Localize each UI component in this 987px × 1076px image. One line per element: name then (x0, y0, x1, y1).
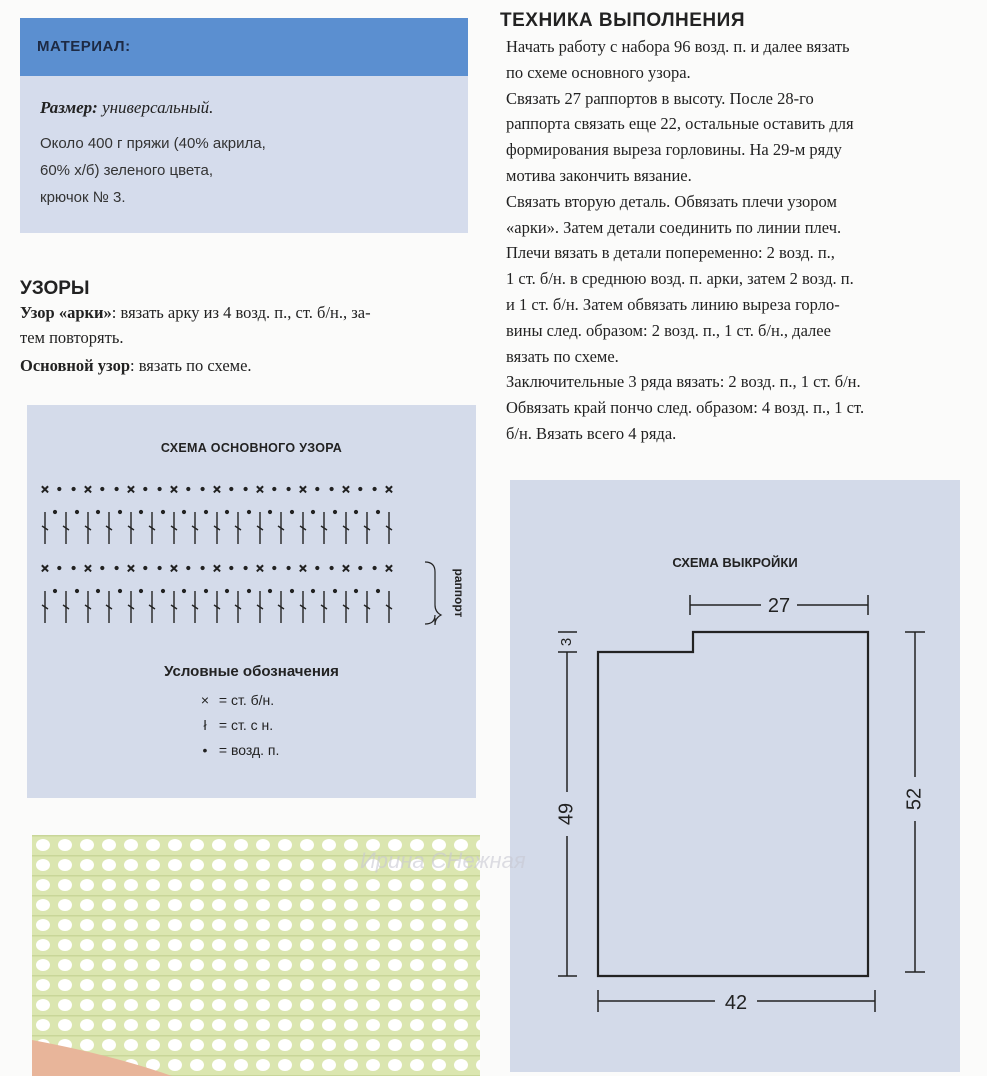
chain-mark (115, 566, 118, 569)
single-crochet-mark: × (169, 560, 179, 576)
single-crochet-mark: × (298, 481, 308, 497)
chain-mark (75, 589, 78, 592)
pattern-title: СХЕМА ВЫКРОЙКИ (672, 555, 798, 570)
chain-mark (330, 566, 333, 569)
material-header (20, 18, 468, 76)
single-crochet-mark: × (40, 560, 50, 576)
chain-mark (247, 589, 250, 592)
chain-mark (225, 589, 228, 592)
technique-line: Начать работу с набора 96 возд. п. и далее вязать (506, 37, 850, 56)
chain-mark (268, 510, 271, 513)
technique-line: мотива закончить вязание. (506, 166, 692, 185)
chain-mark (330, 487, 333, 490)
technique-line: Плечи вязать в детали попеременно: 2 возд. п., (506, 243, 835, 263)
single-crochet-mark: × (126, 481, 136, 497)
chain-mark (187, 487, 190, 490)
chain-mark (354, 510, 357, 513)
chain-mark (58, 487, 61, 490)
main-text: : вязать по схеме. (130, 356, 252, 375)
single-crochet-mark: × (298, 560, 308, 576)
size-line (40, 98, 213, 118)
material-line: Около 400 г пряжи (40% акрила, (40, 135, 266, 152)
chain-mark (316, 487, 319, 490)
technique-line: «арки». Затем детали соединить по линии плеч. (506, 217, 842, 237)
technique-line: Связать 27 раппортов в высоту. После 28-го (506, 88, 814, 108)
chain-mark (53, 589, 56, 592)
chain-mark (201, 566, 204, 569)
garment-outline (598, 632, 868, 976)
chain-mark (144, 566, 147, 569)
single-crochet-mark: × (255, 481, 265, 497)
chain-mark (96, 510, 99, 513)
pattern-drawing (510, 480, 960, 1072)
single-crochet-mark: × (341, 560, 351, 576)
chain-mark (359, 487, 362, 490)
main-label: Основной узор (20, 356, 131, 375)
chain-mark (161, 510, 164, 513)
single-crochet-mark: × (83, 481, 93, 497)
chain-mark (53, 510, 56, 513)
legend-ch: • = возд. п. (195, 742, 279, 758)
dim-right: 52 (903, 787, 926, 811)
material-heading: МАТЕРИАЛ: (37, 38, 131, 55)
chain-mark (333, 510, 336, 513)
dim-left: 49 (555, 802, 578, 826)
single-crochet-mark: × (126, 560, 136, 576)
chain-mark (101, 566, 104, 569)
single-crochet-mark: × (255, 560, 265, 576)
dim-top: 27 (767, 595, 791, 617)
technique-line: и 1 ст. б/н. Затем обвязать линию выреза горло- (506, 295, 840, 314)
watermark: Ирина СНежная (360, 848, 526, 873)
technique-line: вины след. образом: 2 возд. п., 1 ст. б/н., далее (506, 320, 831, 340)
chain-mark (139, 510, 142, 513)
technique-line: раппорта связать еще 22, остальные оставить для (506, 114, 854, 134)
chain-mark (101, 487, 104, 490)
chain-mark (316, 566, 319, 569)
scheme-title: СХЕМА ОСНОВНОГО УЗОРА (160, 441, 343, 455)
single-crochet-mark: × (83, 560, 93, 576)
chain-mark (230, 566, 233, 569)
chain-mark (373, 566, 376, 569)
single-crochet-mark: × (384, 481, 394, 497)
chain-mark (201, 487, 204, 490)
legend-dc: ł = ст. с н. (195, 717, 273, 733)
chain-mark (273, 566, 276, 569)
chain-mark (333, 589, 336, 592)
chain-mark (287, 487, 290, 490)
chain-stitch-icon: • (202, 742, 208, 758)
chain-mark (373, 487, 376, 490)
material-box (20, 18, 468, 233)
chain-mark (118, 510, 121, 513)
dim-bottom: 42 (724, 992, 748, 1014)
single-crochet-mark: × (212, 560, 222, 576)
chain-mark (225, 510, 228, 513)
chain-mark (204, 510, 207, 513)
chain-mark (115, 487, 118, 490)
chain-mark (72, 566, 75, 569)
repeat-label: раппорт (452, 568, 466, 618)
legend-title: Условные обозначения (164, 663, 339, 680)
legend-sc: × = ст. б/н. (195, 692, 274, 708)
pattern-diagram-box (510, 480, 960, 1072)
chain-mark (182, 589, 185, 592)
chain-mark (158, 566, 161, 569)
size-label: Размер: (40, 98, 98, 117)
chain-mark (287, 566, 290, 569)
chain-mark (311, 589, 314, 592)
chain-mark (244, 566, 247, 569)
single-crochet-mark: × (212, 481, 222, 497)
main-pattern-line (20, 356, 252, 376)
chain-mark (290, 589, 293, 592)
chain-mark (58, 566, 61, 569)
single-crochet-mark: × (341, 481, 351, 497)
technique-line: формирования выреза горловины. На 29-м ряду (506, 140, 842, 160)
chain-mark (376, 589, 379, 592)
chain-mark (187, 566, 190, 569)
technique-line: по схеме основного узора. (506, 62, 691, 82)
dim-notch: 3 (557, 637, 575, 647)
arch-pattern-line2: тем повторять. (20, 328, 124, 347)
chain-mark (354, 589, 357, 592)
material-line: 60% х/б) зеленого цвета, (40, 162, 213, 179)
technique-title: ТЕХНИКА ВЫПОЛНЕНИЯ (500, 10, 745, 31)
material-line: крючок № 3. (40, 189, 126, 206)
arch-pattern-line (20, 303, 371, 323)
chain-mark (204, 589, 207, 592)
chain-mark (268, 589, 271, 592)
chain-mark (139, 589, 142, 592)
technique-line: Связать вторую деталь. Обвязать плечи узором (506, 191, 837, 211)
chain-mark (376, 510, 379, 513)
chain-mark (247, 510, 250, 513)
single-crochet-icon: × (200, 692, 210, 708)
stitch-chart (27, 405, 476, 798)
technique-line: вязать по схеме. (506, 346, 619, 366)
chain-mark (182, 510, 185, 513)
chain-mark (144, 487, 147, 490)
chain-mark (161, 589, 164, 592)
chain-mark (72, 487, 75, 490)
chain-mark (359, 566, 362, 569)
single-crochet-mark: × (169, 481, 179, 497)
chain-mark (75, 510, 78, 513)
chain-mark (230, 487, 233, 490)
single-crochet-mark: × (40, 481, 50, 497)
chain-mark (290, 510, 293, 513)
technique-line: 1 ст. б/н. в среднюю возд. п. арки, затем 2 возд. п. (506, 269, 854, 289)
single-crochet-mark: × (384, 560, 394, 576)
chain-mark (158, 487, 161, 490)
size-value: универсальный. (97, 98, 214, 117)
technique-line: Заключительные 3 ряда вязать: 2 возд. п., 1 ст. б/н. (506, 372, 861, 392)
patterns-heading: УЗОРЫ (20, 278, 90, 299)
arch-label: Узор «арки» (20, 303, 112, 322)
stitch-scheme-box (27, 405, 476, 798)
chain-mark (244, 487, 247, 490)
chain-mark (118, 589, 121, 592)
technique-line: Обвязать край пончо след. образом: 4 возд. п., 1 ст. (506, 398, 865, 418)
repeat-bracket (425, 562, 441, 625)
chain-mark (311, 510, 314, 513)
technique-line: б/н. Вязать всего 4 ряда. (506, 424, 677, 443)
double-crochet-icon: ł (203, 717, 207, 733)
arch-text: : вязать арку из 4 возд. п., ст. б/н., за- (111, 303, 371, 322)
chain-mark (96, 589, 99, 592)
chain-mark (273, 487, 276, 490)
